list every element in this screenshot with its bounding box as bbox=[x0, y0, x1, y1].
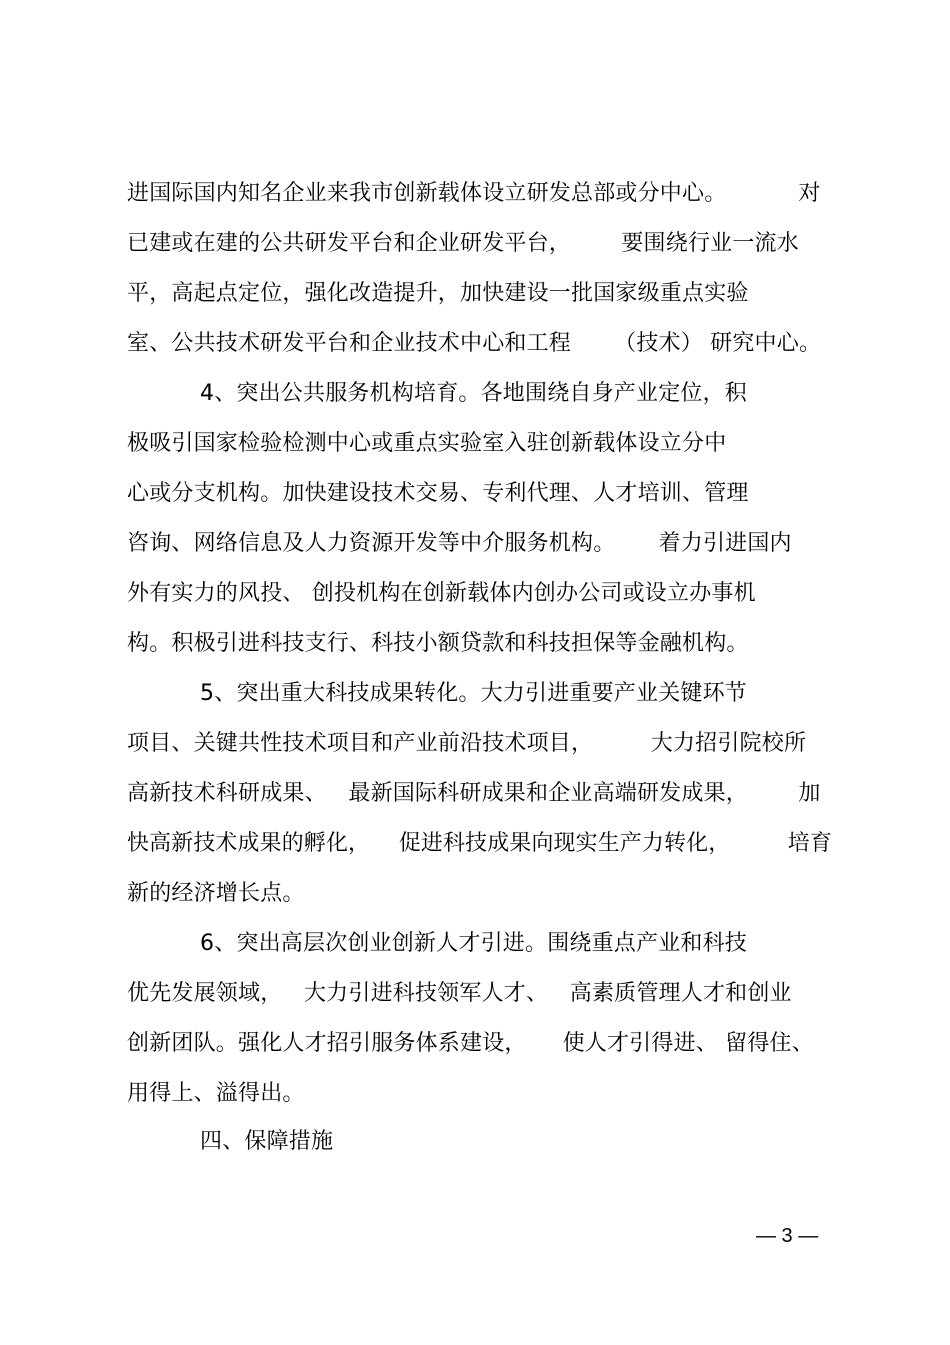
text-line: 快高新技术成果的孵化， 促进科技成果向现实生产力转化， 培育 bbox=[127, 831, 832, 856]
text-line: 平，高起点定位，强化改造提升，加快建设一批国家级重点实验 bbox=[127, 281, 749, 306]
text-line: 项目、关键共性技术项目和产业前沿技术项目， 大力招引院校所 bbox=[127, 731, 807, 756]
text-line: 外有实力的风投、 创投机构在创新载体内创办公司或设立办事机 bbox=[127, 581, 756, 606]
text-line: 新的经济增长点。 bbox=[127, 881, 305, 906]
text-line: 用得上、溢得出。 bbox=[127, 1081, 305, 1106]
text-line: 已建或在建的公共研发平台和企业研发平台， 要围绕行业一流水 bbox=[127, 231, 799, 256]
text-line: 心或分支机构。加快建设技术交易、专利代理、人才培训、管理 bbox=[127, 481, 749, 506]
text-line: 室、公共技术研发平台和企业技术中心和工程 （技术） 研究中心。 bbox=[127, 331, 822, 356]
text-line: 咨询、网络信息及人力资源开发等中介服务机构。 着力引进国内 bbox=[127, 531, 792, 556]
paragraph-heading-5: 5、突出重大科技成果转化。大力引进重要产业关键环节 bbox=[200, 681, 747, 706]
text-line: 创新团队。强化人才招引服务体系建设， 使人才引得进、 留得住、 bbox=[127, 1031, 814, 1056]
page-number: — 3 — bbox=[756, 1225, 819, 1247]
text-line: 极吸引国家检验检测中心或重点实验室入驻创新载体设立分中 bbox=[127, 431, 727, 456]
text-line: 进国际国内知名企业来我市创新载体设立研发总部或分中心。 对 bbox=[127, 181, 821, 206]
text-line: 优先发展领域， 大力引进科技领军人才、 高素质管理人才和创业 bbox=[127, 981, 792, 1006]
paragraph-heading-6: 6、突出高层次创业创新人才引进。围绕重点产业和科技 bbox=[200, 931, 747, 956]
text-line: 构。积极引进科技支行、科技小额贷款和科技担保等金融机构。 bbox=[127, 631, 749, 656]
text-line: 高新技术科研成果、 最新国际科研成果和企业高端研发成果， 加 bbox=[127, 781, 821, 806]
paragraph-heading-4: 4、突出公共服务机构培育。各地围绕自身产业定位，积 bbox=[200, 381, 747, 406]
section-heading: 四、保障措施 bbox=[200, 1129, 334, 1154]
